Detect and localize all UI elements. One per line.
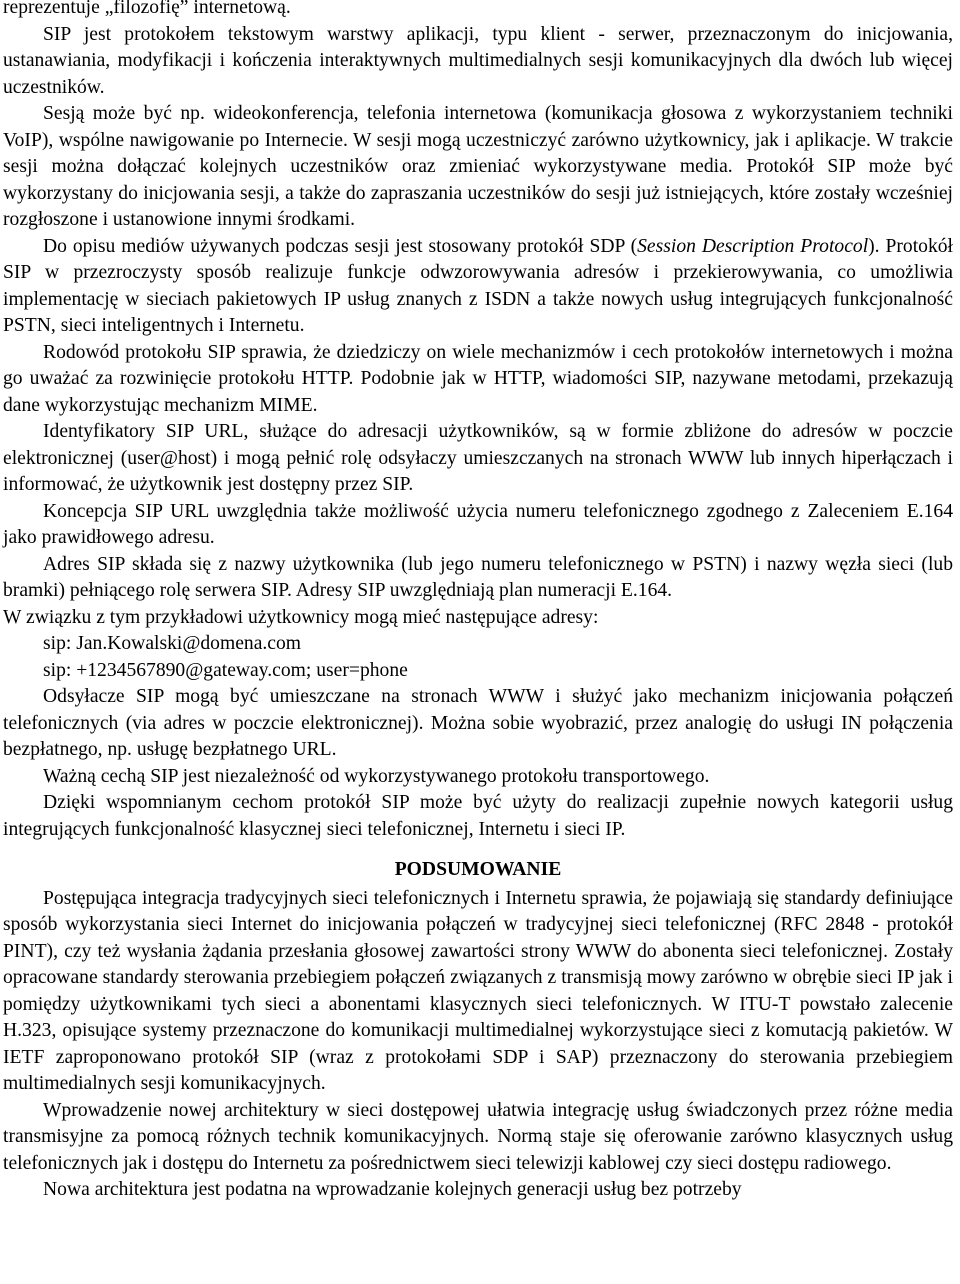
paragraph-summary-1: Postępująca integracja tradycyjnych sieci telefonicznych i Internetu sprawia, że pojawiają się standardy definiujące sposób wykorzystania sieci Internet do inicjowania połączeń w tradycyjnej sieci telefonicznej (RFC 2848 - protokół PINT), czy też wysłania żądania przesłania głosowej zawartości strony WWW do abonenta sieci telefonicznej. Zostały opracowane standardy sterowania przebiegiem połączeń związanych z transmisją mowy zarówno w obrębie sieci IP jak i pomiędzy użytkownikami tych sieci a abonentami klasycznych sieci telefonicznych. W ITU-T powstało zalecenie H.323, opisujące systemy przeznaczone do komunikacji multimedialnej wykorzystujące sieci z komutacją pakietów. W IETF zaproponowano protokół SIP (wraz z protokołami SDP i SAP) przeznaczony do sterowania przebiegiem multimedialnych sesji komunikacyjnych. — [3, 887, 953, 1094]
sdp-italic-term: Session Description Protocol — [637, 235, 869, 257]
paragraph-address: Adres SIP składa się z nazwy użytkownika (lub jego numeru telefonicznego w PSTN) i nazwy węzła sieci (lub bramki) pełniącego rolę serwera SIP. Adresy SIP uwzględniają plan numeracji E.164. — [3, 553, 953, 601]
paragraph-links: Odsyłacze SIP mogą być umieszczane na stronach WWW i służyć jako mechanizm inicjowania połączeń telefonicznych (via adres w poczcie elektronicznej). Można sobie wyobrazić, przez analogię do usługi IN połączenia bezpłatnego, np. usługę bezpłatnego URL. — [3, 686, 953, 760]
paragraph-summary-2: Wprowadzenie nowej architektury w sieci dostępowej ułatwia integrację usług świadczonych przez różne media transmisyjne za pomocą różnych technik komunikacyjnych. Normą staje się oferowanie zarówno klasycznych usług telefonicznych jak i dostępu do Internetu za pośrednictwem sieci telewizji kablowej czy sieci dostępu radiowego. — [3, 1099, 953, 1174]
paragraph-summary-3: Nowa architektura jest podatna na wprowadzanie kolejnych generacji usług bez potrzeby — [43, 1179, 742, 1200]
example-address-1: sip: Jan.Kowalski@domena.com — [43, 633, 302, 654]
paragraph-sip-intro: SIP jest protokołem tekstowym warstwy aplikacji, typu klient - serwer, przeznaczonym do inicjowania, ustanawiania, modyfikacji i kończenia interaktywnych multimedialnych sesji komunikacyjnych dla dwóch lub więcej uczestników. — [3, 23, 953, 98]
section-heading-summary: PODSUMOWANIE — [394, 859, 562, 880]
paragraph-session: Sesją może być np. wideokonferencja, telefonia internetowa (komunikacja głosowa z wykorzystaniem techniki VoIP), wspólne nawigowanie po Internecie. W sesji mogą uczestniczyć zarówno użytkownicy, jak i aplikacje. W trakcie sesji można dołączać kolejnych uczestników oraz zmieniać wykorzystywane media. Protokół SIP może być wykorzystany do inicjowania sesji, a także do zapraszania uczestników do sesji już istniejących, które zostały wcześniej rozgłoszone i ustanowione innymi środkami. — [3, 103, 953, 230]
sdp-text-after: ). Protokół SIP w przezroczysty sposób realizuje funkcje odwzorowywania adresów i przekierowywania, co umożliwia implementację w sieciach pakietowych IP usług znanych z ISDN a także nowych usług integrujących funkcjonalność PSTN, sieci inteligentnych i Internetu. — [3, 235, 953, 336]
paragraph-e164: Koncepcja SIP URL uwzględnia także możliwość użycia numeru telefonicznego zgodnego z Zaleceniem E.164 jako prawidłowego adresu. — [3, 500, 953, 548]
paragraph-sip-url: Identyfikatory SIP URL, służące do adresacji użytkowników, są w formie zbliżone do adresów w poczcie elektronicznej (user@host) i mogą pełnić rolę odsyłaczy umieszczanych na stronach WWW lub innych hiperłączach i informować, że użytkownik jest dostępny przez SIP. — [3, 421, 953, 495]
paragraph-example-intro: W związku z tym przykładowi użytkownicy mogą mieć następujące adresy: — [3, 606, 599, 628]
paragraph-origin: Rodowód protokołu SIP sprawia, że dziedziczy on wiele mechanizmów i cech protokołów internetowych i można go uważać za rozwinięcie protokołu HTTP. Podobnie jak w HTTP, wiadomości SIP, nazywane metodami, przekazują dane wykorzystując mechanizm MIME. — [3, 341, 953, 416]
paragraph-transport: Ważną cechą SIP jest niezależność od wykorzystywanego protokołu transportowego. — [43, 765, 710, 787]
intro-line: reprezentuje „filozofię” internetową. — [3, 0, 291, 18]
paragraph-new-services: Dzięki wspomnianym cechom protokół SIP może być użyty do realizacji zupełnie nowych kategorii usług integrujących funkcjonalność klasycznej sieci telefonicznej, Internetu i sieci IP. — [3, 792, 953, 840]
sdp-text-before: Do opisu mediów używanych podczas sesji jest stosowany protokół SDP ( — [43, 235, 638, 257]
paragraph-sdp — [3, 234, 953, 340]
example-address-2: sip: +1234567890@gateway.com; user=phone — [43, 659, 408, 681]
